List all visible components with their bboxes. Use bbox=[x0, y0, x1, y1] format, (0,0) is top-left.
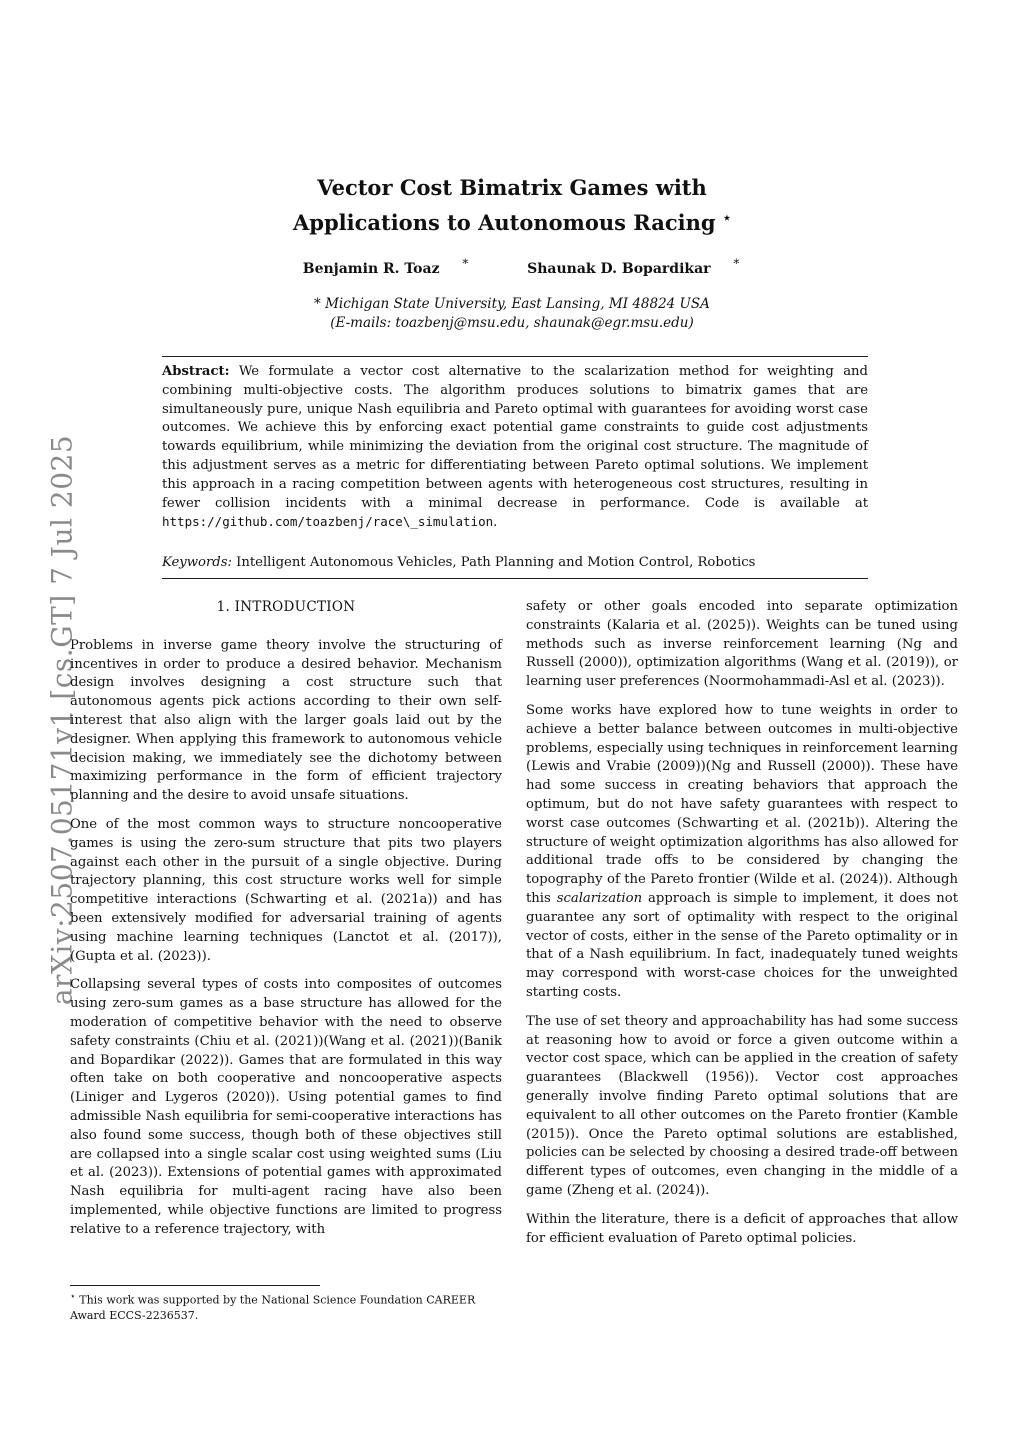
code-link[interactable]: https://github.com/toazbenj/race\_simulation bbox=[162, 514, 494, 530]
footnote-mark: ⋆ bbox=[70, 1291, 76, 1302]
keywords-text: Intelligent Autonomous Vehicles, Path Planning and Motion Control, Robotics bbox=[236, 555, 756, 570]
affiliation-block bbox=[0, 295, 1024, 333]
intro-paragraph-2: One of the most common ways to structure noncooperative games is using the zero-sum structure that pits two players against each other in the pursuit of a single objective. During trajectory planning, this cost structure works well for simple competitive interactions (Schwarting et al. (2021a)) and has been extensively modified for adversarial training of agents using machine learning techniques (Lanctot et al. (2017)), (Gupta et al. (2023)). bbox=[70, 816, 502, 964]
author-1-name: Benjamin R. Toaz bbox=[302, 260, 440, 277]
title-footnote-mark: ⋆ bbox=[722, 211, 731, 226]
section-heading: 1. INTRODUCTION bbox=[216, 599, 356, 615]
abstract-text: We formulate a vector cost alternative to the scalarization method for weighting and combining multi-objective costs. The algorithm produces solutions to bimatrix games that are simultaneously pure, unique Nash equilibria and Pareto optimal with guarantees for avoiding worst case outcomes. We achieve this by enforcing exact potential game constraints to guide cost adjustments towards equilibrium, while minimizing the deviation from the original cost structure. The magnitude of this adjustment serves as a metric for differentiating between Pareto optimal solutions. We implement this approach in a racing competition between agents with heterogeneous cost structures, resulting in fewer collision incidents with a minimal decrease in performance. Code is available at bbox=[162, 364, 868, 511]
keywords bbox=[162, 553, 868, 579]
title-line-2 bbox=[0, 203, 1024, 238]
arxiv-identifier: arXiv:2507.05171v1 [cs.GT] 7 Jul 2025 bbox=[45, 434, 79, 1006]
abstract bbox=[162, 356, 868, 533]
affiliation: * Michigan State University, East Lansing, MI 48824 USA bbox=[314, 296, 710, 312]
intro-paragraph-4: safety or other goals encoded into separate optimization constraints (Kalaria et al. (2025)). Weights can be tuned using methods such as inverse reinforcement learning (Ng and Russell (2000)), optimization algorithms (Wang et al. (2019)), or learning user preferences (Noormohammadi-Asl et al. (2023)). bbox=[526, 599, 958, 690]
intro-paragraph-5-part-a: Some works have explored how to tune weights in order to achieve a better balance between outcomes in multi-objective problems, especially using techniques in reinforcement learning (Lewis and Vrabie (2009))(Ng and Russell (2000)). These have had some success in creating behaviors that approach the optimum, but do not have safety guarantees with respect to worst case outcomes (Schwarting et al. (2021b)). Altering the structure of weight optimization algorithms has also allowed for additional trade offs to be considered by changing the topography of the Pareto frontier (Wilde et al. (2024)). Although this bbox=[526, 702, 958, 906]
author-2 bbox=[509, 256, 740, 277]
intro-paragraph-1: Problems in inverse game theory involve the structuring of incentives in order to produce a desired behavior. Mechanism design involves designing a cost structure such that autonomous agents pick actions according to their own self-interest that also align with the larger goals laid out by the designer. When applying this framework to autonomous vehicle decision making, we immediately see the dichotomy between maximizing performance in the form of efficient trajectory planning and the desire to avoid unsafe situations. bbox=[70, 637, 502, 804]
abstract-label: Abstract: bbox=[162, 364, 230, 379]
title-line-1: Vector Cost Bimatrix Games with bbox=[317, 175, 707, 200]
footnote-divider bbox=[70, 1285, 320, 1286]
footnote-text: This work was supported by the National Science Foundation CAREER Award ECCS-2236537. bbox=[70, 1293, 476, 1322]
intro-paragraph-5-part-b: approach is simple to implement, it does not guarantee any sort of optimality with respect to the original vector of costs, either in the sense of the Pareto optimality or in that of a Nash equilibrium. In fact, inadequately tuned weights may correspond with worst-case choices for the unweighted starting costs. bbox=[526, 890, 958, 1000]
intro-paragraph-5 bbox=[526, 702, 958, 1003]
intro-paragraph-7: Within the literature, there is a deficit of approaches that allow for efficient evaluation of Pareto optimal policies. bbox=[526, 1211, 958, 1246]
title-line-2-text: Applications to Autonomous Racing bbox=[293, 210, 716, 235]
author-2-name: Shaunak D. Bopardikar bbox=[527, 260, 711, 277]
abstract-end: . bbox=[493, 515, 498, 531]
left-column bbox=[70, 598, 502, 1250]
keywords-label: Keywords: bbox=[162, 555, 232, 570]
paper-title bbox=[0, 172, 1024, 238]
author-1-mark: * bbox=[462, 256, 469, 270]
author-emails: (E-mails: toazbenj@msu.edu, shaunak@egr.msu.edu) bbox=[330, 315, 694, 331]
footnote bbox=[70, 1289, 502, 1323]
scalarization-term: scalarization bbox=[556, 890, 643, 906]
intro-paragraph-3: Collapsing several types of costs into composites of outcomes using zero-sum games as a base structure has allowed for the moderation of competitive behavior with the need to observe safety constraints (Chiu et al. (2021))(Wang et al. (2021))(Banik and Bopardikar (2022)). Games that are formulated in this way often take on both cooperative and noncooperative aspects (Liniger and Lygeros (2020)). Using potential games to find admissible Nash equilibria for semi-cooperative interactions has also found some success, though both of these objectives still are collapsed into a single scalar cost using weighted sums (Liu et al. (2023)). Extensions of potential games with approximated Nash equilibria for multi-agent racing have also been implemented, while objective functions are limited to progress relative to a reference trajectory, with bbox=[70, 977, 502, 1237]
intro-paragraph-6: The use of set theory and approachability has had some success at reasoning how to avoid or force a given outcome within a vector cost space, which can be applied in the creation of safety guarantees (Blackwell (1956)). Vector cost approaches generally involve finding Pareto optimal solutions that are equivalent to all other outcomes on the Pareto frontier (Kamble (2015)). Once the Pareto optimal solutions are established, policies can be selected by choosing a desired trade-off between different types of outcomes, even changing in the middle of a game (Zheng et al. (2024)). bbox=[526, 1013, 958, 1198]
right-column bbox=[526, 598, 958, 1258]
author-list bbox=[0, 256, 1024, 277]
author-1 bbox=[285, 256, 469, 277]
author-2-mark: * bbox=[733, 256, 740, 270]
